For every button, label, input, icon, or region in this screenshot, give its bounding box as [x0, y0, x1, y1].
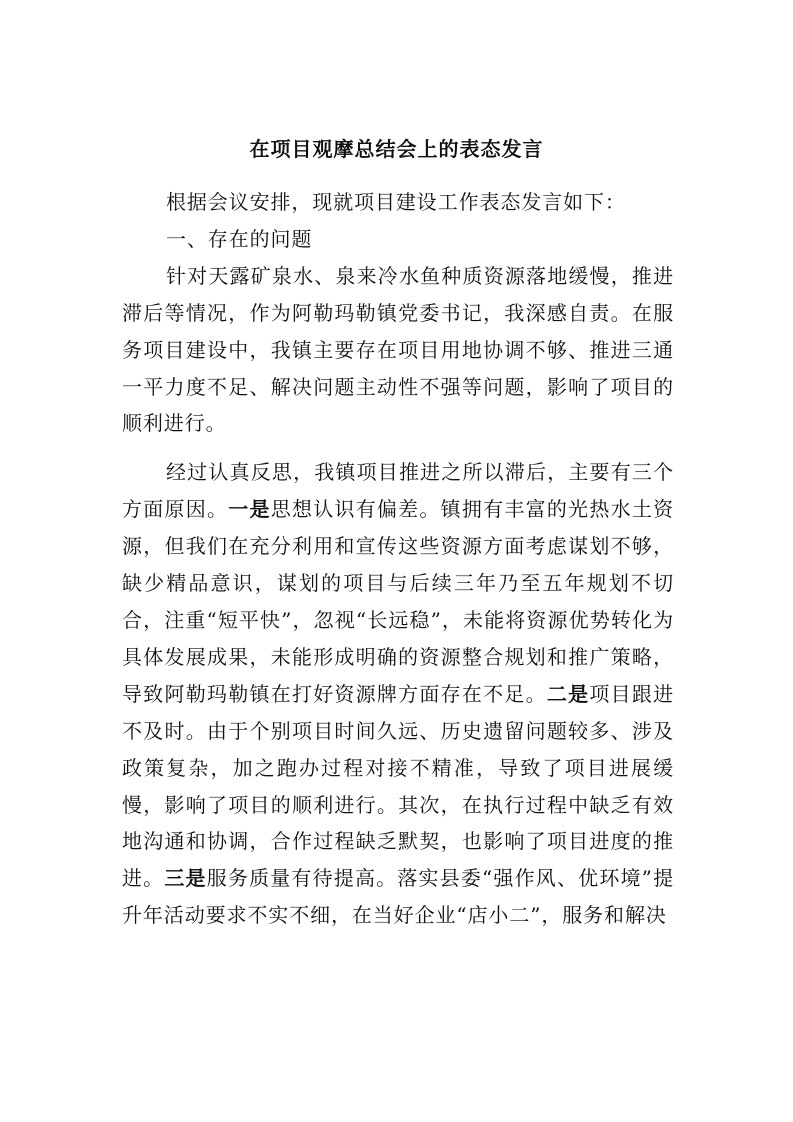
paragraph-reasons: [122, 454, 674, 934]
keyword-second: 二是: [546, 681, 590, 706]
keyword-third: 三是: [164, 866, 207, 891]
section-heading: 一、存在的问题: [166, 226, 313, 251]
keyword-first: 一是: [228, 497, 271, 522]
document-title: 在项目观摩总结会上的表态发言: [249, 137, 544, 161]
document-body: [122, 184, 674, 934]
reason-second-text: 项目跟进不及时。由于个别项目时间久远、历史遗留问题较多、涉及政策复杂，加之跑办过程对接不精准，导致了项目进展缓慢，影响了项目的顺利进行。其次，在执行过程中缺乏有效地沟通和协调，合作过程缺乏默契，也影响了项目进度的推进。: [122, 681, 675, 891]
reason-first-text: 思想认识有偏差。镇拥有丰富的光热水土资源，但我们在充分利用和宣传这些资源方面考虑谋划不够，缺少精品意识，谋划的项目与后续三年乃至五年规划不切合，注重“短平快”，忽视“长远稳”，未能将资源优势转化为具体发展成果，未能形成明确的资源整合规划和推广策略，导致阿勒玛勒镇在打好资源牌方面存在不足。: [122, 497, 674, 706]
paragraph-problems: 针对天露矿泉水、泉来冷水鱼种质资源落地缓慢，推进滞后等情况，作为阿勒玛勒镇党委书记，我深感自责。在服务项目建设中，我镇主要存在项目用地协调不够、推进三通一平力度不足、解决问题主动性不强等问题，影响了项目的顺利进行。: [122, 263, 674, 436]
reason-third-text: 服务质量有待提高。落实县委“强作风、优环境”提升年活动要求不实不细，在当好企业“店小二”，服务和解决: [122, 866, 674, 928]
reasons-lead: 经过认真反思，我镇项目推进之所以滞后，主要有三个方面原因。: [122, 460, 674, 522]
intro-paragraph: 根据会议安排，现就项目建设工作表态发言如下：: [166, 190, 626, 214]
